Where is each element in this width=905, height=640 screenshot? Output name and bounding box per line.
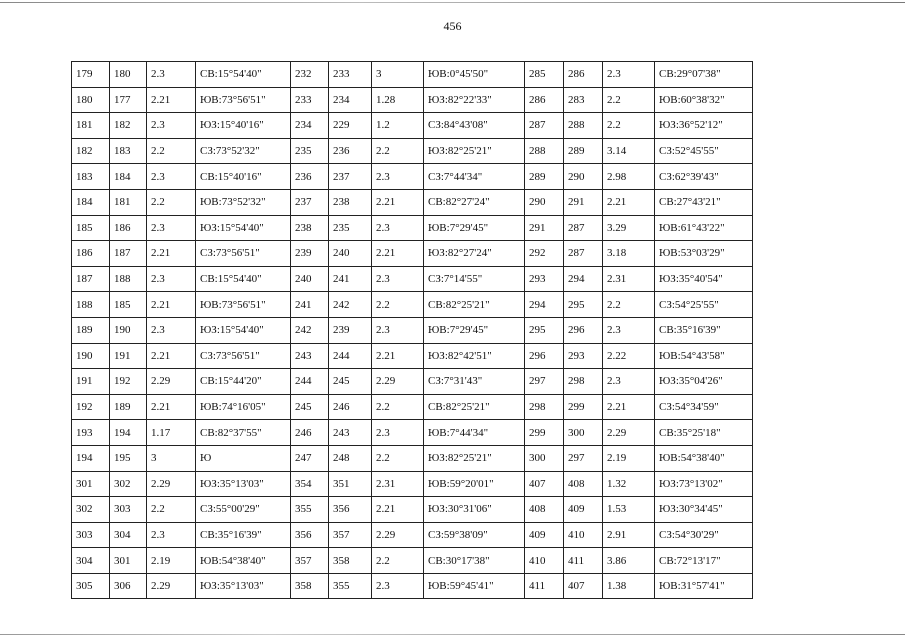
table-cell: 236	[329, 138, 372, 164]
table-cell: 248	[329, 445, 372, 471]
table-cell: 2.2	[603, 292, 655, 318]
table-cell: 235	[329, 215, 372, 241]
table-cell: 184	[72, 189, 110, 215]
table-cell: 188	[72, 292, 110, 318]
table-cell: 1.28	[372, 87, 424, 113]
table-cell: 2.21	[147, 394, 196, 420]
table-cell: 305	[72, 573, 110, 599]
table-cell: ЮЗ:35°04'26"	[655, 369, 753, 395]
table-cell: 3.14	[603, 138, 655, 164]
table-cell: СВ:72°13'17"	[655, 548, 753, 574]
table-row	[72, 343, 753, 369]
table-cell: 241	[291, 292, 329, 318]
table-row	[72, 394, 753, 420]
table-cell: 2.21	[603, 394, 655, 420]
scan-bottom-edge	[0, 634, 905, 635]
table-cell: 299	[564, 394, 603, 420]
table-cell: ЮЗ:73°13'02"	[655, 471, 753, 497]
table-cell: 239	[329, 317, 372, 343]
table-cell: ЮВ:60°38'32"	[655, 87, 753, 113]
table-cell: 302	[72, 497, 110, 523]
table-cell: ЮВ:31°57'41"	[655, 573, 753, 599]
table-cell: 239	[291, 241, 329, 267]
table-cell: СЗ:62°39'43"	[655, 164, 753, 190]
table-cell: 2.91	[603, 522, 655, 548]
table-cell: 286	[525, 87, 564, 113]
table-cell: ЮЗ:15°54'40"	[196, 215, 291, 241]
table-cell: СЗ:54°34'59"	[655, 394, 753, 420]
table-row	[72, 471, 753, 497]
table-cell: 2.3	[372, 266, 424, 292]
table-cell: 356	[291, 522, 329, 548]
table-cell: 193	[72, 420, 110, 446]
table-cell: 242	[329, 292, 372, 318]
table-cell: 298	[525, 394, 564, 420]
table-row	[72, 215, 753, 241]
table-cell: 179	[72, 62, 110, 88]
table-cell: СЗ:73°56'51"	[196, 241, 291, 267]
table-cell: 3.86	[603, 548, 655, 574]
table-cell: 245	[291, 394, 329, 420]
table-cell: 290	[525, 189, 564, 215]
table-cell: ЮВ:59°20'01"	[424, 471, 525, 497]
table-cell: 237	[329, 164, 372, 190]
table-cell: 236	[291, 164, 329, 190]
table-cell: 2.3	[147, 266, 196, 292]
table-cell: 233	[329, 62, 372, 88]
table-cell: ЮВ:54°38'40"	[655, 445, 753, 471]
table-cell: 296	[525, 343, 564, 369]
table-cell: 182	[110, 113, 147, 139]
table-cell: 181	[110, 189, 147, 215]
table-cell: 238	[329, 189, 372, 215]
table-cell: 2.29	[147, 471, 196, 497]
table-cell: 2.31	[603, 266, 655, 292]
table-cell: 285	[525, 62, 564, 88]
table-cell: 301	[110, 548, 147, 574]
table-cell: СЗ:7°44'34"	[424, 164, 525, 190]
table-cell: Ю	[196, 445, 291, 471]
table-row	[72, 497, 753, 523]
table-cell: СВ:35°16'39"	[196, 522, 291, 548]
table-cell: 351	[329, 471, 372, 497]
table-cell: ЮВ:74°16'05"	[196, 394, 291, 420]
table-cell: СЗ:73°52'32"	[196, 138, 291, 164]
table-cell: 301	[72, 471, 110, 497]
table-cell: ЮЗ:30°31'06"	[424, 497, 525, 523]
table-cell: 187	[110, 241, 147, 267]
table-cell: 194	[110, 420, 147, 446]
table-cell: 2.29	[372, 522, 424, 548]
table-cell: 2.3	[603, 62, 655, 88]
table-cell: 2.21	[372, 189, 424, 215]
table-cell: 2.31	[372, 471, 424, 497]
table-cell: 2.19	[147, 548, 196, 574]
table-cell: СЗ:7°14'55"	[424, 266, 525, 292]
table-cell: 238	[291, 215, 329, 241]
table-cell: 247	[291, 445, 329, 471]
table-cell: 235	[291, 138, 329, 164]
table-cell: 410	[525, 548, 564, 574]
table-cell: ЮЗ:82°22'33"	[424, 87, 525, 113]
table-cell: 186	[110, 215, 147, 241]
table-cell: 304	[72, 548, 110, 574]
table-cell: 1.32	[603, 471, 655, 497]
table-cell: 357	[291, 548, 329, 574]
table-cell: 183	[72, 164, 110, 190]
table-cell: 234	[291, 113, 329, 139]
table-cell: 2.21	[603, 189, 655, 215]
table-cell: СВ:15°44'20"	[196, 369, 291, 395]
table-cell: ЮВ:54°38'40"	[196, 548, 291, 574]
table-cell: СЗ:55°00'29"	[196, 497, 291, 523]
table-cell: СЗ:54°25'55"	[655, 292, 753, 318]
table-cell: СВ:82°25'21"	[424, 292, 525, 318]
table-cell: ЮЗ:36°52'12"	[655, 113, 753, 139]
table-cell: 234	[329, 87, 372, 113]
table-cell: 289	[525, 164, 564, 190]
table-cell: 2.2	[372, 548, 424, 574]
table-cell: 2.2	[372, 138, 424, 164]
table-cell: 194	[72, 445, 110, 471]
table-row	[72, 522, 753, 548]
table-cell: ЮВ:7°44'34"	[424, 420, 525, 446]
table-cell: 357	[329, 522, 372, 548]
table-cell: 2.3	[147, 522, 196, 548]
table-cell: 2.3	[372, 420, 424, 446]
table-cell: ЮВ:0°45'50"	[424, 62, 525, 88]
table-cell: ЮВ:73°56'51"	[196, 292, 291, 318]
table-cell: ЮВ:53°03'29"	[655, 241, 753, 267]
table-cell: ЮВ:61°43'22"	[655, 215, 753, 241]
table-row	[72, 548, 753, 574]
table-cell: ЮЗ:82°25'21"	[424, 445, 525, 471]
table-cell: 409	[525, 522, 564, 548]
table-cell: 355	[291, 497, 329, 523]
table-cell: ЮЗ:82°42'51"	[424, 343, 525, 369]
table-cell: ЮВ:7°29'45"	[424, 215, 525, 241]
table-cell: 291	[564, 189, 603, 215]
table-cell: 183	[110, 138, 147, 164]
table-cell: 294	[525, 292, 564, 318]
table-cell: 303	[110, 497, 147, 523]
table-cell: 2.2	[603, 113, 655, 139]
table-cell: 288	[525, 138, 564, 164]
table-cell: 185	[110, 292, 147, 318]
page-number: 456	[443, 19, 462, 33]
table-cell: 240	[291, 266, 329, 292]
table-cell: СЗ:54°30'29"	[655, 522, 753, 548]
table-row	[72, 241, 753, 267]
table-cell: 188	[110, 266, 147, 292]
table-cell: 192	[72, 394, 110, 420]
table-cell: ЮВ:73°56'51"	[196, 87, 291, 113]
table-cell: ЮВ:54°43'58"	[655, 343, 753, 369]
table-cell: 295	[525, 317, 564, 343]
table-cell: 1.17	[147, 420, 196, 446]
table-cell: 242	[291, 317, 329, 343]
table-cell: 195	[110, 445, 147, 471]
table-cell: 244	[291, 369, 329, 395]
table-row	[72, 573, 753, 599]
table-cell: 304	[110, 522, 147, 548]
table-cell: 190	[110, 317, 147, 343]
table-row	[72, 369, 753, 395]
table-cell: 290	[564, 164, 603, 190]
table-cell: 2.29	[603, 420, 655, 446]
survey-table	[71, 61, 753, 599]
table-cell: ЮВ:59°45'41"	[424, 573, 525, 599]
table-cell: 407	[525, 471, 564, 497]
table-cell: 300	[564, 420, 603, 446]
table-cell: ЮЗ:15°54'40"	[196, 317, 291, 343]
table-cell: 287	[525, 113, 564, 139]
table-cell: 243	[291, 343, 329, 369]
table-cell: 2.2	[603, 87, 655, 113]
table-cell: 233	[291, 87, 329, 113]
table-cell: 181	[72, 113, 110, 139]
table-cell: 2.21	[372, 241, 424, 267]
table-cell: 293	[525, 266, 564, 292]
table-cell: 2.3	[603, 369, 655, 395]
table-cell: 2.3	[603, 317, 655, 343]
table-cell: 2.3	[147, 215, 196, 241]
table-cell: ЮЗ:35°40'54"	[655, 266, 753, 292]
table-cell: ЮЗ:82°25'21"	[424, 138, 525, 164]
table-cell: 2.19	[603, 445, 655, 471]
table-cell: 2.29	[372, 369, 424, 395]
table-cell: 1.38	[603, 573, 655, 599]
table-cell: СЗ:7°31'43"	[424, 369, 525, 395]
table-cell: 189	[110, 394, 147, 420]
table-cell: 2.3	[147, 62, 196, 88]
table-cell: 297	[564, 445, 603, 471]
table-cell: СЗ:84°43'08"	[424, 113, 525, 139]
table-cell: ЮЗ:35°13'03"	[196, 573, 291, 599]
table-cell: 2.22	[603, 343, 655, 369]
table-cell: 294	[564, 266, 603, 292]
table-cell: 2.29	[147, 369, 196, 395]
table-cell: 245	[329, 369, 372, 395]
table-cell: 283	[564, 87, 603, 113]
table-cell: 408	[525, 497, 564, 523]
table-cell: 2.21	[147, 343, 196, 369]
table-cell: 2.2	[372, 445, 424, 471]
table-cell: СВ:15°40'16"	[196, 164, 291, 190]
table-cell: 2.21	[147, 241, 196, 267]
table-cell: 299	[525, 420, 564, 446]
table-cell: 3.18	[603, 241, 655, 267]
table-cell: 185	[72, 215, 110, 241]
table-cell: 2.2	[147, 138, 196, 164]
table-row	[72, 164, 753, 190]
table-cell: СЗ:59°38'09"	[424, 522, 525, 548]
table-cell: 1.53	[603, 497, 655, 523]
table-cell: СЗ:52°45'55"	[655, 138, 753, 164]
table-cell: 358	[329, 548, 372, 574]
table-cell: 287	[564, 241, 603, 267]
table-cell: СВ:30°17'38"	[424, 548, 525, 574]
table-cell: 192	[110, 369, 147, 395]
table-cell: ЮЗ:15°40'16"	[196, 113, 291, 139]
table-cell: 237	[291, 189, 329, 215]
table-cell: СВ:27°43'21"	[655, 189, 753, 215]
table-row	[72, 445, 753, 471]
table-cell: 2.2	[147, 497, 196, 523]
survey-table-body	[72, 62, 753, 599]
scan-top-edge	[0, 2, 905, 3]
table-cell: 232	[291, 62, 329, 88]
table-row	[72, 113, 753, 139]
table-cell: 2.3	[372, 317, 424, 343]
table-cell: 2.2	[372, 394, 424, 420]
table-cell: 2.29	[147, 573, 196, 599]
table-cell: 302	[110, 471, 147, 497]
table-row	[72, 189, 753, 215]
table-cell: 184	[110, 164, 147, 190]
table-cell: 297	[525, 369, 564, 395]
table-cell: 407	[564, 573, 603, 599]
table-cell: 303	[72, 522, 110, 548]
table-cell: 356	[329, 497, 372, 523]
table-cell: 2.2	[372, 292, 424, 318]
table-cell: 191	[110, 343, 147, 369]
table-cell: СВ:82°25'21"	[424, 394, 525, 420]
table-cell: 2.3	[147, 164, 196, 190]
table-cell: 306	[110, 573, 147, 599]
table-cell: ЮВ:7°29'45"	[424, 317, 525, 343]
table-cell: ЮЗ:30°34'45"	[655, 497, 753, 523]
table-cell: 243	[329, 420, 372, 446]
table-cell: 354	[291, 471, 329, 497]
table-cell: 1.2	[372, 113, 424, 139]
table-cell: 2.21	[147, 292, 196, 318]
table-cell: СЗ:73°56'51"	[196, 343, 291, 369]
table-cell: 286	[564, 62, 603, 88]
table-cell: 240	[329, 241, 372, 267]
table-cell: 2.21	[372, 497, 424, 523]
table-cell: 187	[72, 266, 110, 292]
table-cell: 177	[110, 87, 147, 113]
table-cell: 2.21	[147, 87, 196, 113]
table-cell: 2.3	[372, 573, 424, 599]
table-cell: 191	[72, 369, 110, 395]
table-cell: 411	[564, 548, 603, 574]
table-cell: СВ:15°54'40"	[196, 266, 291, 292]
table-cell: 182	[72, 138, 110, 164]
table-cell: 2.3	[147, 317, 196, 343]
table-cell: 411	[525, 573, 564, 599]
table-cell: 292	[525, 241, 564, 267]
table-cell: 2.3	[147, 113, 196, 139]
table-cell: 2.3	[372, 215, 424, 241]
table-cell: 355	[329, 573, 372, 599]
table-cell: 3.29	[603, 215, 655, 241]
table-row	[72, 317, 753, 343]
table-cell: 180	[110, 62, 147, 88]
table-cell: СВ:82°37'55"	[196, 420, 291, 446]
table-cell: 180	[72, 87, 110, 113]
table-cell: ЮВ:73°52'32"	[196, 189, 291, 215]
table-cell: 408	[564, 471, 603, 497]
table-cell: 295	[564, 292, 603, 318]
table-cell: 3	[147, 445, 196, 471]
table-cell: 186	[72, 241, 110, 267]
table-cell: СВ:35°16'39"	[655, 317, 753, 343]
table-cell: 287	[564, 215, 603, 241]
table-cell: 288	[564, 113, 603, 139]
table-cell: 289	[564, 138, 603, 164]
table-cell: 241	[329, 266, 372, 292]
table-cell: СВ:82°27'24"	[424, 189, 525, 215]
table-cell: ЮЗ:35°13'03"	[196, 471, 291, 497]
table-cell: 246	[329, 394, 372, 420]
table-cell: 296	[564, 317, 603, 343]
table-cell: 291	[525, 215, 564, 241]
table-row	[72, 266, 753, 292]
table-cell: 190	[72, 343, 110, 369]
table-cell: 298	[564, 369, 603, 395]
table-row	[72, 292, 753, 318]
table-cell: 358	[291, 573, 329, 599]
table-cell: СВ:35°25'18"	[655, 420, 753, 446]
table-row	[72, 87, 753, 113]
table-row	[72, 62, 753, 88]
table-cell: 2.2	[147, 189, 196, 215]
table-cell: 246	[291, 420, 329, 446]
table-row	[72, 138, 753, 164]
table-cell: 2.3	[372, 164, 424, 190]
table-cell: 189	[72, 317, 110, 343]
table-cell: СВ:15°54'40"	[196, 62, 291, 88]
table-cell: 229	[329, 113, 372, 139]
table-cell: 2.98	[603, 164, 655, 190]
table-cell: 300	[525, 445, 564, 471]
table-cell: 2.21	[372, 343, 424, 369]
table-cell: 244	[329, 343, 372, 369]
table-cell: 410	[564, 522, 603, 548]
table-row	[72, 420, 753, 446]
table-cell: 293	[564, 343, 603, 369]
table-cell: 3	[372, 62, 424, 88]
table-cell: ЮЗ:82°27'24"	[424, 241, 525, 267]
table-cell: 409	[564, 497, 603, 523]
table-cell: СВ:29°07'38"	[655, 62, 753, 88]
